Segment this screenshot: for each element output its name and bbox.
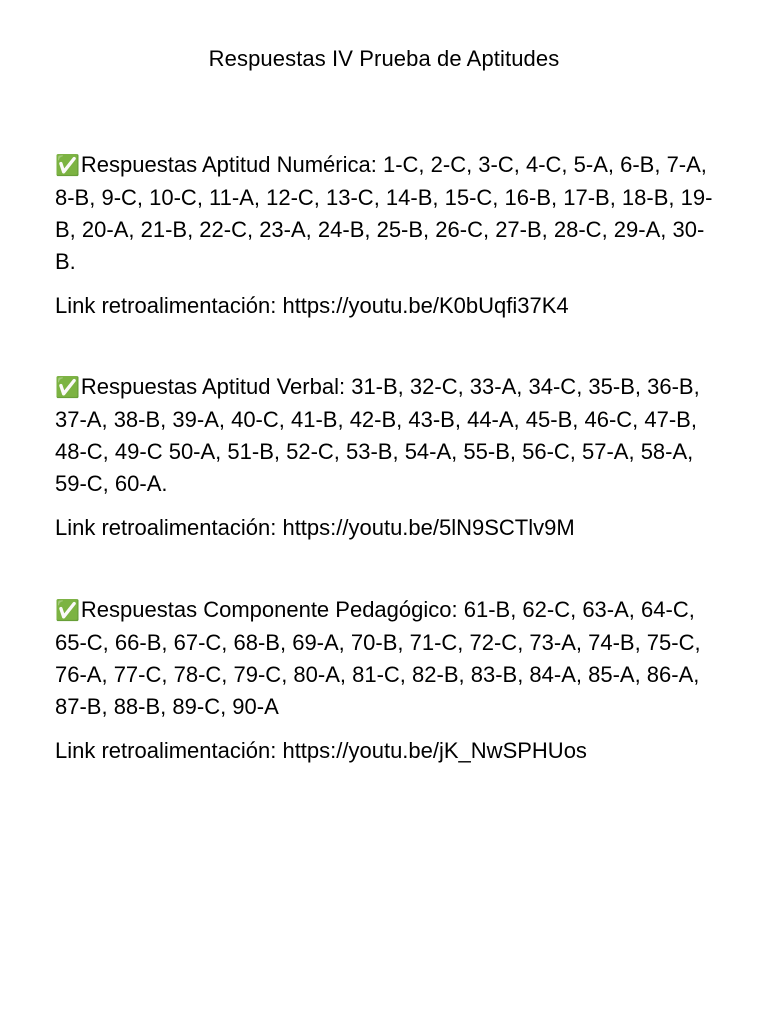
answers-paragraph xyxy=(55,149,720,278)
feedback-link[interactable]: https://youtu.be/K0bUqfi37K4 xyxy=(282,293,569,318)
check-mark-icon: ✅ xyxy=(55,600,80,622)
document-title: Respuestas IV Prueba de Aptitudes xyxy=(208,46,560,71)
section-aptitud-numerica xyxy=(55,149,720,322)
answer-list: 1-C, 2-C, 3-C, 4-C, 5-A, 6-B, 7-A, 8-B, 9-C, 10-C, 11-A, 12-C, 13-C, 14-B, 15-C, 16-B, 17-B, 18-B, 19-B, 20-A, 21-B, 22-C, 23-A, 24-B, 25-B, 26-C, 27-B, 28-C, 29-A, 30-B. xyxy=(55,152,713,274)
answer-list: 61-B, 62-C, 63-A, 64-C, 65-C, 66-B, 67-C, 68-B, 69-A, 70-B, 71-C, 72-C, 73-A, 74-B, 75-C, 76-A, 77-C, 78-C, 79-C, 80-A, 81-C, 82-B, 83-B, 84-A, 85-A, 86-A, 87-B, 88-B, 89-C, 90-A xyxy=(55,597,701,719)
link-label: Link retroalimentación: xyxy=(55,293,283,318)
section-heading: Respuestas Aptitud Verbal: xyxy=(80,374,352,399)
section-componente-pedagogico xyxy=(55,594,720,767)
feedback-link-line xyxy=(55,512,720,544)
feedback-link-line xyxy=(55,735,720,767)
section-aptitud-verbal xyxy=(55,371,720,544)
feedback-link-line xyxy=(55,290,720,322)
link-label: Link retroalimentación: xyxy=(55,515,283,540)
link-label: Link retroalimentación: xyxy=(55,738,283,763)
answer-list: 31-B, 32-C, 33-A, 34-C, 35-B, 36-B, 37-A, 38-B, 39-A, 40-C, 41-B, 42-B, 43-B, 44-A, 45-B, 46-C, 47-B, 48-C, 49-C 50-A, 51-B, 52-C, 53-B, 54-A, 55-B, 56-C, 57-A, 58-A, 59-C, 60-A. xyxy=(55,374,700,496)
feedback-link[interactable]: https://youtu.be/5lN9SCTlv9M xyxy=(282,515,575,540)
answers-paragraph xyxy=(55,594,720,723)
section-heading: Respuestas Aptitud Numérica: xyxy=(80,152,383,177)
check-mark-icon: ✅ xyxy=(55,155,80,177)
feedback-link[interactable]: https://youtu.be/jK_NwSPHUos xyxy=(282,738,587,763)
section-heading: Respuestas Componente Pedagógico: xyxy=(80,597,464,622)
answers-paragraph xyxy=(55,371,720,500)
check-mark-icon: ✅ xyxy=(55,377,80,399)
